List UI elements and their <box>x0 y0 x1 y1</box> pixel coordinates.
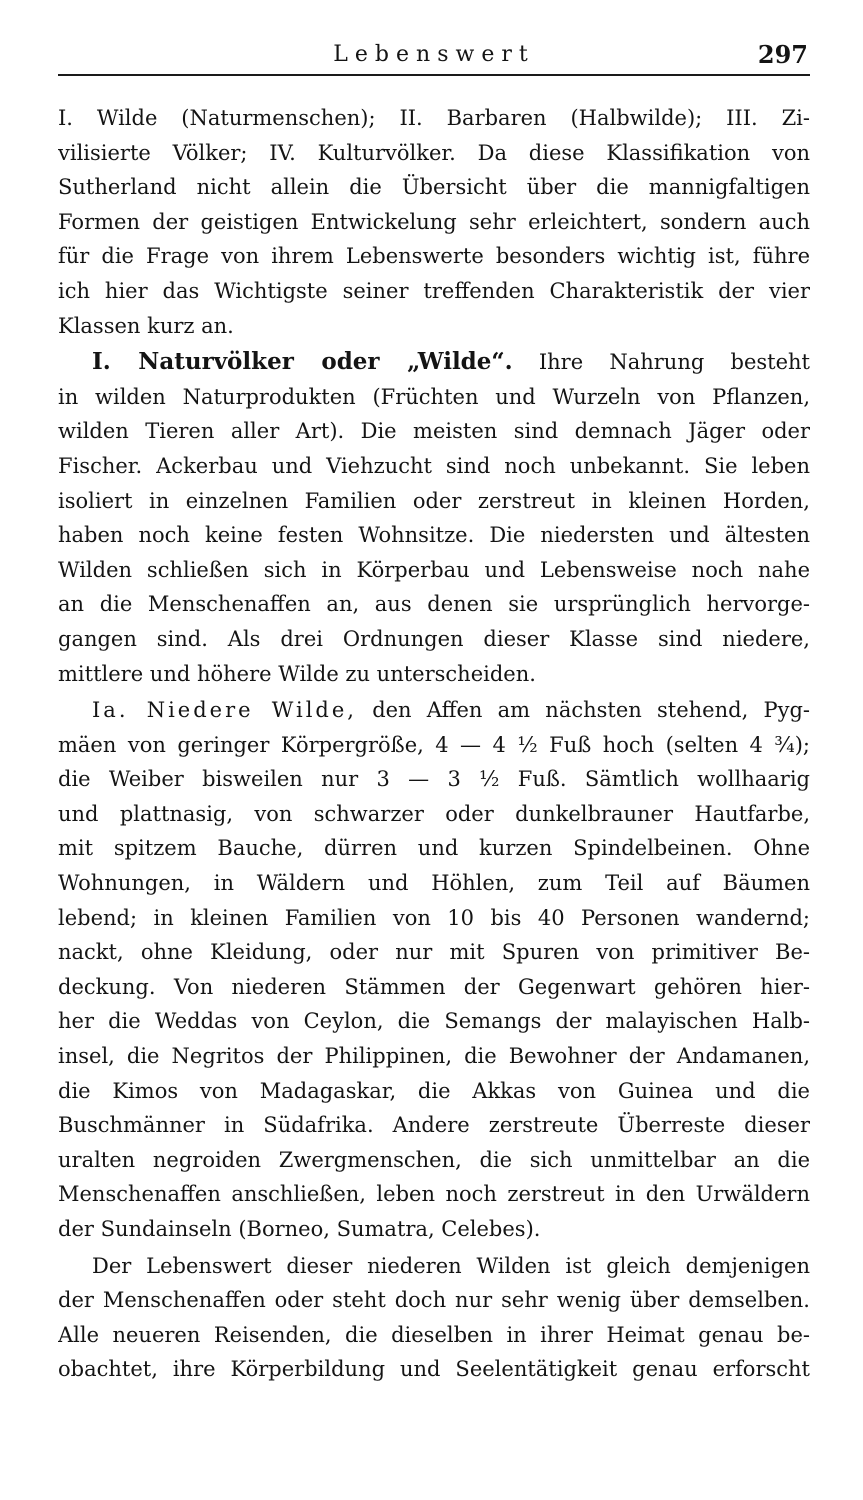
text-line: Sutherland nicht allein die Übersicht über die mannigfaltigen <box>58 175 810 200</box>
text-line: Formen der geistigen Entwickelung sehr erleichtert, sondern auch <box>58 209 810 234</box>
text-line: nackt, ohne Kleidung, oder nur mit Spuren von primitiver Be- <box>58 940 810 965</box>
heading-continuation: den Affen am nächsten stehend, Pyg- <box>372 698 810 723</box>
text-line: wilden Tieren aller Art). Die meisten sind demnach Jäger oder <box>58 419 810 444</box>
text-line: I. Wilde (Naturmenschen); II. Barbaren (Halbwilde); III. Zi- <box>58 106 810 130</box>
text-line: lebend; in kleinen Familien von 10 bis 40 Personen wandernd; <box>58 905 810 930</box>
body-text <box>58 101 810 1387</box>
text-line: mit spitzem Bauche, dürren und kurzen Spindelbeinen. Ohne <box>58 836 810 861</box>
text-line: uralten negroiden Zwergmenschen, die sich unmittelbar an die <box>58 1147 810 1172</box>
paragraph-niedere-wilde <box>58 693 810 1247</box>
text-line: Buschmänner in Südafrika. Andere zerstreute Überreste dieser <box>58 1113 810 1138</box>
text-line <box>58 693 810 728</box>
text-line: die Weiber bisweilen nur 3 — 3 ½ Fuß. Sämtlich wollhaarig <box>58 767 810 792</box>
paragraph-lebenswert <box>58 1249 810 1387</box>
text-line <box>58 345 810 380</box>
text-line: vilisierte Völker; IV. Kulturvölker. Da diese Klassifikation von <box>58 140 810 165</box>
section-heading: I. Naturvölker oder „Wilde“. <box>92 348 513 376</box>
text-line: an die Menschenaffen an, aus denen sie ursprünglich hervorge- <box>58 592 810 617</box>
text-line: mäen von geringer Körpergröße, 4 — 4 ½ Fuß hoch (selten 4 ¾); <box>58 732 810 757</box>
text-line: mittlere und höhere Wilde zu unterscheiden. <box>58 661 536 686</box>
text-line: her die Weddas von Ceylon, die Semangs der malayischen Halb- <box>58 1009 810 1034</box>
text-line: der Menschenaffen oder steht doch nur sehr wenig über demselben. <box>58 1288 810 1313</box>
text-line: insel, die Negritos der Philippinen, die Bewohner der Andamanen, <box>58 1044 810 1069</box>
text-line: Der Lebenswert dieser niederen Wilden ist gleich demjenigen <box>92 1253 810 1278</box>
text-line: deckung. Von niederen Stämmen der Gegenwart gehören hier- <box>58 974 810 999</box>
text-line: Alle neueren Reisenden, die dieselben in ihrer Heimat genau be- <box>58 1322 810 1347</box>
paragraph-classification <box>58 101 810 343</box>
header-rule <box>58 74 810 76</box>
text-line: für die Frage von ihrem Lebenswerte besonders wichtig ist, führe <box>58 244 810 269</box>
text-line: die Kimos von Madagaskar, die Akkas von Guinea und die <box>58 1078 810 1103</box>
text-line: ich hier das Wichtigste seiner treffenden Charakteristik der vier <box>58 278 810 303</box>
page-number: 297 <box>757 40 808 69</box>
text-line: der Sundainseln (Borneo, Sumatra, Celebes). <box>58 1217 541 1241</box>
running-head: Lebenswert <box>333 42 535 67</box>
text-line: isoliert in einzelnen Familien oder zerstreut in kleinen Horden, <box>58 488 810 513</box>
text-line: Wilden schließen sich in Körperbau und Lebensweise noch nahe <box>58 557 810 582</box>
text-line: gangen sind. Als drei Ordnungen dieser Klasse sind niedere, <box>58 626 810 651</box>
text-line: obachtet, ihre Körperbildung und Seelentätigkeit genau erforscht <box>58 1357 810 1382</box>
text-line: Menschenaffen anschließen, leben noch zerstreut in den Urwäldern <box>58 1182 810 1207</box>
text-line: Klassen kurz an. <box>58 313 234 338</box>
text-line: in wilden Naturprodukten (Früchten und Wurzeln von Pflanzen, <box>58 384 810 409</box>
text-line: und plattnasig, von schwarzer oder dunkelbrauner Hautfarbe, <box>58 801 810 826</box>
text-line: haben noch keine festen Wohnsitze. Die niedersten und ältesten <box>58 523 810 548</box>
heading-continuation: Ihre Nahrung besteht <box>538 350 810 375</box>
text-line: Fischer. Ackerbau und Viehzucht sind noch unbekannt. Sie leben <box>58 453 810 478</box>
text-line: Wohnungen, in Wäldern und Höhlen, zum Teil auf Bäumen <box>58 871 810 896</box>
paragraph-naturvoelker <box>58 345 810 691</box>
page-header <box>58 38 810 78</box>
subsection-heading: Ia. Niedere Wilde, <box>92 698 357 723</box>
